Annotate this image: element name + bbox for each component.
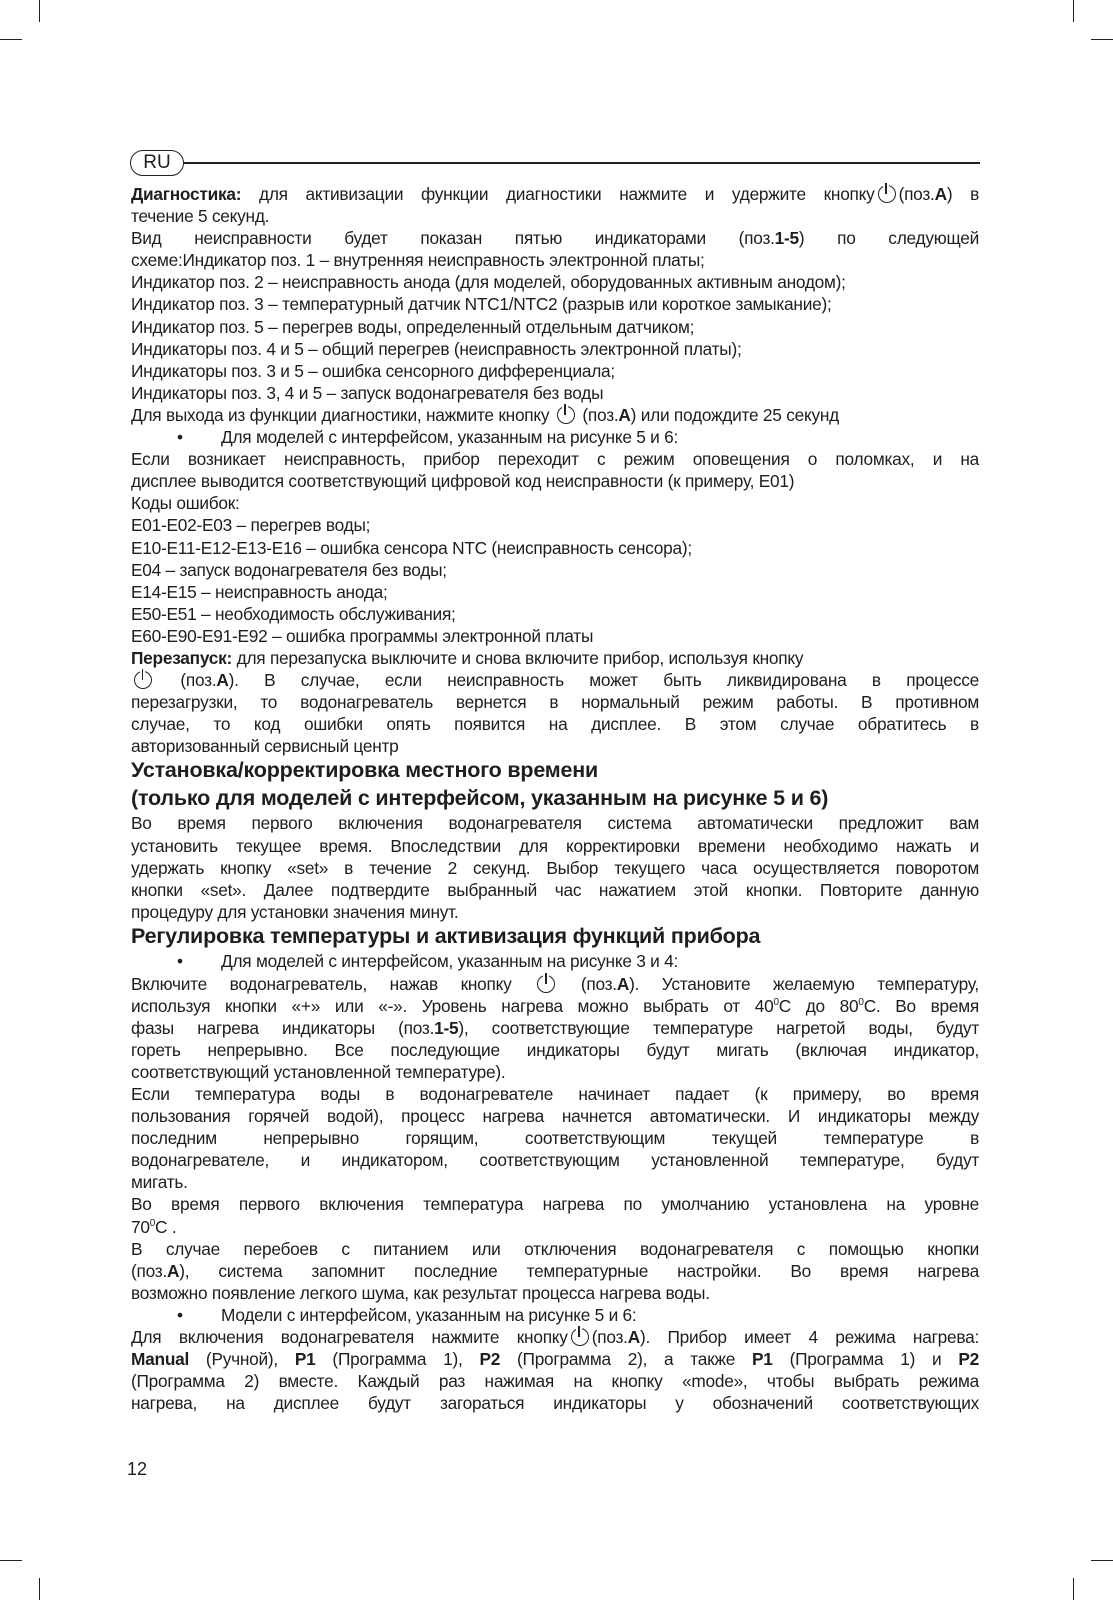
modes-line: Manual (Ручной), P1 (Программа 1), P2 (Программа 2), а также P1 (Программа 1) и P2 bbox=[131, 1349, 979, 1370]
crop-mark bbox=[39, 0, 40, 22]
power-loss-line: В случае перебоев с питанием или отключения водонагревателя с помощью кнопки bbox=[131, 1238, 979, 1259]
indicator-line: Индикаторы поз. 3 и 5 – ошибка сенсорного дифференциала; bbox=[131, 360, 615, 381]
indicator-line: Индикатор поз. 2 – неисправность анода (для моделей, оборудованных активным анодом); bbox=[131, 272, 846, 293]
crop-mark bbox=[0, 1560, 22, 1561]
power-icon bbox=[537, 975, 555, 993]
default-temp-line: Во время первого включения температура нагрева по умолчанию установлена на уровне bbox=[131, 1194, 979, 1215]
modes-line: нагрева, на дисплее будут загораться индикаторы у обозначений соответствующих bbox=[131, 1393, 979, 1414]
temp-line: соответствующий установленной температуре). bbox=[131, 1061, 506, 1082]
temp-line: используя кнопки «+» или «-». Уровень нагрева можно выбрать от $40^0С$ до $80^0С$. Во время bbox=[131, 995, 979, 1016]
temp-drop-line: водонагревателе, и индикатором, соответствующим установленной температуре, будут bbox=[131, 1150, 979, 1171]
power-icon bbox=[134, 671, 152, 689]
error-codes-title: Коды ошибок: bbox=[131, 493, 240, 514]
error-code: Е01-Е02-Е03 – перегрев воды; bbox=[131, 515, 371, 536]
time-line: установить текущее время. Впоследствии для корректировки времени необходимо нажать и bbox=[131, 835, 979, 856]
error-code: Е10-Е11-Е12-Е13-Е16 – ошибка сенсора NTC (неисправность сенсора); bbox=[131, 537, 692, 558]
temp-drop-line: Если температура воды в водонагревателе начинает падает (к примеру, во время bbox=[131, 1083, 979, 1104]
crop-mark bbox=[0, 39, 22, 40]
diagnostics-line-1: Диагностика: для активизации функции диагностики нажмите и удержите кнопку (поз.A) в bbox=[131, 184, 979, 204]
fault-mode-line-2: дисплее выводится соответствующий цифровой код неисправности (к примеру, Е01) bbox=[131, 471, 795, 492]
indicator-line: Индикаторы поз. 3, 4 и 5 – запуск водонагревателя без воды bbox=[131, 382, 604, 403]
power-icon bbox=[571, 1328, 589, 1346]
bullet-item: • Для моделей с интерфейсом, указанным на рисунке 3 и 4: bbox=[131, 950, 979, 972]
modes-line: Для включения водонагревателя нажмите кнопку (поз.A). Прибор имеет 4 режима нагрева: bbox=[131, 1327, 979, 1347]
section-heading: Регулировка температуры и активизация функций прибора bbox=[131, 923, 761, 948]
time-line: процедуру для установки значения минут. bbox=[131, 901, 459, 922]
restart-line-5: авторизованный сервисный центр bbox=[131, 736, 399, 757]
time-line: кнопки «set». Далее подтвердите выбранный час нажатием этой кнопки. Повторите данную bbox=[131, 879, 979, 900]
section-heading: Установка/корректировка местного времени bbox=[131, 758, 599, 783]
section-heading: (только для моделей с интерфейсом, указанным на рисунке 5 и 6) bbox=[131, 785, 829, 810]
crop-mark bbox=[1091, 1560, 1113, 1561]
indicator-line: Индикатор поз. 3 – температурный датчик NTC1/NTC2 (разрыв или короткое замыкание); bbox=[131, 294, 832, 315]
power-icon bbox=[557, 406, 575, 424]
error-code: Е60-Е90-Е91-Е92 – ошибка программы электронной платы bbox=[131, 625, 594, 646]
restart-line-2: (поз.A). В случае, если неисправность может быть ликвидирована в процессе bbox=[131, 669, 979, 691]
power-icon bbox=[878, 185, 896, 203]
error-code: Е50-Е51 – необходимость обслуживания; bbox=[131, 603, 456, 624]
power-loss-line: (поз.A), система запомнит последние температурные настройки. Во время нагрева bbox=[131, 1260, 979, 1281]
bullet-item: • Для моделей с интерфейсом, указанным на рисунке 5 и 6: bbox=[131, 426, 979, 448]
indicator-line: Индикатор поз. 5 – перегрев воды, определенный отдельным датчиком; bbox=[131, 316, 695, 337]
error-code: Е04 – запуск водонагревателя без воды; bbox=[131, 559, 447, 580]
default-temp-line: $70^0С$ . bbox=[131, 1216, 177, 1237]
crop-mark bbox=[1073, 1578, 1074, 1600]
page-number: 12 bbox=[127, 1459, 148, 1479]
page-content bbox=[131, 183, 979, 1414]
time-line: Во время первого включения водонагревателя система автоматически предложит вам bbox=[131, 813, 979, 834]
temp-line: фазы нагрева индикаторы (поз.1-5), соответствующие температуре нагретой воды, будут bbox=[131, 1017, 979, 1038]
time-line: удержать кнопку «set» в течение 2 секунд. Выбор текущего часа осуществляется поворотом bbox=[131, 857, 979, 878]
exit-diagnostics: Для выхода из функции диагностики, нажмите кнопку (поз.A) или подождите 25 секунд bbox=[131, 404, 839, 425]
indicator-line: Индикаторы поз. 4 и 5 – общий перегрев (неисправность электронной платы); bbox=[131, 338, 742, 359]
fault-indicators-line-1: Вид неисправности будет показан пятью индикаторами (поз.1-5) по следующей bbox=[131, 228, 979, 249]
restart-line-3: перезагрузки, то водонагреватель вернется в нормальный режим работы. В противном bbox=[131, 692, 979, 713]
modes-line: (Программа 2) вместе. Каждый раз нажимая на кнопку «mode», чтобы выбрать режима bbox=[131, 1371, 979, 1392]
error-code: Е14-Е15 – неисправность анода; bbox=[131, 581, 388, 602]
temp-drop-line: мигать. bbox=[131, 1172, 188, 1193]
language-badge: RU bbox=[130, 150, 184, 176]
temp-line: Включите водонагреватель, нажав кнопку (поз.A). Установите желаемую температуру, bbox=[131, 973, 979, 994]
power-loss-line: возможно появление легкого шума, как результат процесса нагрева воды. bbox=[131, 1282, 710, 1303]
fault-mode-line-1: Если возникает неисправность, прибор переходит с режим оповещения о поломках, и на bbox=[131, 449, 979, 470]
temp-drop-line: последним непрерывно горящим, соответствующим текущей температуре в bbox=[131, 1128, 979, 1149]
header-rule bbox=[184, 162, 980, 164]
restart-line-1: Перезапуск: для перезапуска выключите и снова включите прибор, используя кнопку bbox=[131, 647, 804, 668]
diagnostics-line-2: течение 5 секунд. bbox=[131, 206, 270, 227]
crop-mark bbox=[39, 1578, 40, 1600]
crop-mark bbox=[1091, 39, 1113, 40]
fault-indicators-line-2: схеме:Индикатор поз. 1 – внутренняя неисправность электронной платы; bbox=[131, 250, 705, 271]
restart-line-4: случае, то код ошибки опять появится на дисплее. В этом случае обратитесь в bbox=[131, 714, 979, 735]
temp-drop-line: пользования горячей водой), процесс нагрева начнется автоматически. И индикаторы между bbox=[131, 1106, 979, 1127]
crop-mark bbox=[1073, 0, 1074, 22]
temp-line: гореть непрерывно. Все последующие индикаторы будут мигать (включая индикатор, bbox=[131, 1039, 979, 1060]
bullet-item: • Модели с интерфейсом, указанным на рисунке 5 и 6: bbox=[131, 1304, 979, 1326]
